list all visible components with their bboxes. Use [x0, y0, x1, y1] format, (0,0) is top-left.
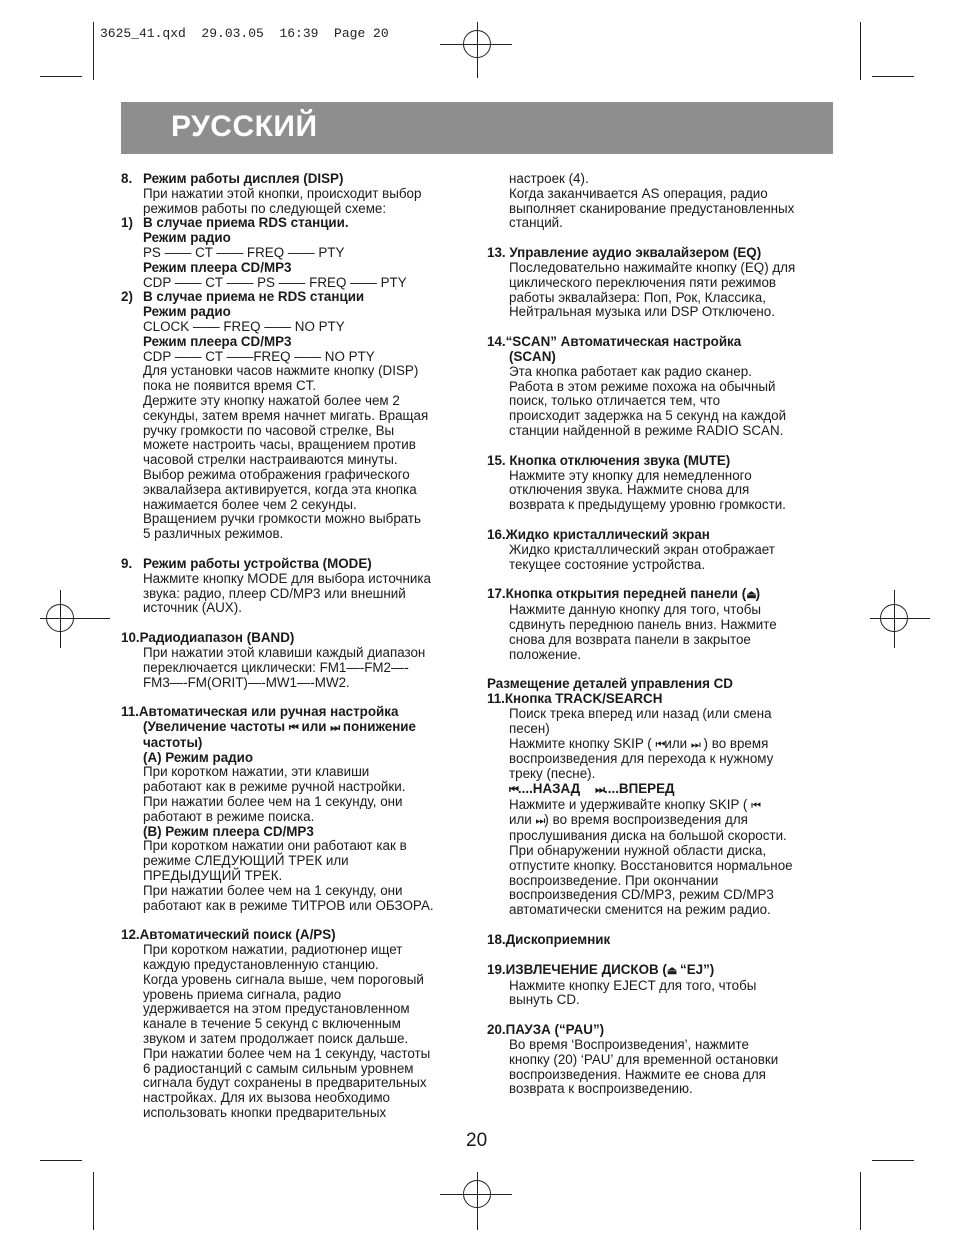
crop-mark — [93, 1172, 94, 1230]
text-line: настройках. Для их вызова необходимо — [143, 1090, 390, 1106]
sub-title: (А) Режим радио — [143, 749, 254, 765]
crop-mark — [860, 22, 861, 80]
text-line: нажимается более чем 2 секунды. — [143, 496, 357, 512]
text-line: станции найденной в режиме RADIO SCAN. — [509, 422, 784, 438]
bullet-mark — [121, 468, 143, 542]
registration-mark — [440, 1194, 512, 1195]
text-line: циклического переключения пяти режимов — [509, 274, 777, 290]
text-line: При нажатии этой кнопки, происходит выбор — [143, 185, 422, 201]
section-title: 11.Автоматическая или ручная настройка — [121, 704, 399, 720]
text-line: удерживается на этом предустановленном — [143, 1001, 410, 1017]
sub-title: В случае приема RDS станции. — [143, 215, 349, 231]
text-line: использовать кнопки предварительных — [143, 1105, 387, 1121]
text-line: Нажмите и удерживайте кнопку SKIP ( ⏮ — [509, 796, 761, 812]
text-line: переключается циклически: FM1—-FM2—- — [143, 659, 409, 675]
section-title: 20.ПАУЗА (“PAU”) — [487, 1022, 605, 1038]
text-line: секунды, затем время начнет мигать. Вращая — [143, 407, 429, 423]
sub-title: Режим плеера CD/MP3 — [143, 259, 292, 275]
text-line: автоматически сменится на режим радио. — [509, 902, 771, 918]
text-line: можете настроить часы, вращением против — [143, 437, 416, 453]
crop-mark — [93, 22, 94, 80]
sub-title: (В) Режим плеера CD/MP3 — [143, 823, 314, 839]
text-line: каждую предустановленную станцию. — [143, 957, 379, 973]
crop-mark — [872, 76, 914, 77]
section-title: 17.Кнопка открытия передней панели (⏏) — [487, 586, 761, 602]
registration-mark — [870, 618, 930, 619]
text-line: треку (песне). — [509, 766, 596, 782]
text-line: отключения звука. Нажмите снова для — [509, 482, 750, 498]
skip-forward-icon: ⏭ — [595, 783, 605, 796]
registration-mark — [40, 618, 110, 619]
text-line: работают как в режиме ТИТРОВ или ОБЗОРА. — [143, 897, 434, 913]
previous-icon: ⏮ — [288, 722, 298, 735]
banner-title: РУССКИЙ — [171, 110, 318, 143]
skip-back-icon: ⏮ — [751, 799, 761, 812]
text-line: CDP —— CT —— PS —— FREQ —— PTY — [143, 274, 407, 290]
bullet-item — [121, 364, 467, 468]
eject-icon: ⏏ — [746, 589, 756, 602]
section-title: 11.Кнопка TRACK/SEARCH — [487, 691, 663, 707]
text-line: эквалайзера активируется, когда эта кнопка — [143, 481, 417, 497]
section-title: (Увеличение частоты ⏮ или ⏭ понижение — [143, 719, 416, 735]
registration-mark — [477, 22, 478, 78]
text-line: вынуть CD. — [509, 992, 580, 1008]
text-line: Выбор режима отображения графического — [143, 466, 410, 482]
text-line: CDP —— CT ——FREQ —— NO PTY — [143, 348, 375, 364]
section-title: частоты) — [143, 734, 203, 750]
text-line: Когда уровень сигнала выше, чем пороговый — [143, 971, 424, 987]
text-line: режимов работы по следующей схеме: — [143, 200, 387, 216]
sub-title: В случае приема не RDS станции — [143, 289, 365, 305]
text-line: Вращением ручки громкости можно выбрать — [143, 511, 422, 527]
text-line: сдвинуть переднюю панель вниз. Нажмите — [509, 616, 777, 632]
text-line: Нажмите кнопку EJECT для того, чтобы — [509, 977, 757, 993]
text-line: При коротком нажатии, радиотюнер ищет — [143, 942, 403, 958]
print-header: 3625_41.qxd 29.03.05 16:39 Page 20 — [100, 26, 389, 41]
sub-title: Режим радио — [143, 304, 231, 320]
text-line: воспроизведения CD/MP3, режим CD/MP3 — [509, 887, 774, 903]
section-title: 14.“SCAN” Автоматическая настройка — [487, 334, 742, 350]
language-banner — [121, 102, 833, 154]
sub-title: Режим радио — [143, 230, 231, 246]
section-title: 10.Радиодиапазон (BAND) — [121, 630, 295, 646]
text-line: песен) — [509, 720, 550, 736]
bullet-item — [121, 468, 467, 542]
item-number: 8. — [121, 171, 133, 186]
crop-mark — [860, 1172, 861, 1230]
text-line: Во время ‘Воспроизведения’, нажмите — [509, 1037, 749, 1053]
text-line: CLOCK —— FREQ —— NO PTY — [143, 318, 345, 334]
direction-legend: ⏮....НАЗАД ⏭....ВПЕРЕД — [509, 780, 675, 796]
text-line: станций. — [509, 215, 563, 231]
text-line: Для установки часов нажмите кнопку (DISP) — [143, 363, 419, 379]
text-line: Жидко кристаллический экран отображает — [509, 541, 775, 557]
text-line: работают как в режиме ручной настройки. — [143, 779, 406, 795]
text-line: источник (AUX). — [143, 600, 242, 616]
text-line: Держите эту кнопку нажатой более чем 2 — [143, 392, 400, 408]
section-heading: Размещение деталей управления CD — [487, 676, 733, 692]
section-title: 15. Кнопка отключения звука (MUTE) — [487, 452, 731, 468]
section-title: 18.Дископриемник — [487, 932, 611, 948]
skip-back-icon: ⏮ — [655, 738, 665, 751]
text-line: При нажатии более чем на 1 секунду, они — [143, 882, 403, 898]
text-line: положение. — [509, 646, 582, 662]
text-line: воспроизведение. При окончании — [509, 872, 719, 888]
text-line: канале в течение 5 секунд с включенным — [143, 1016, 401, 1032]
text-line: Нажмите эту кнопку для немедленного — [509, 467, 752, 483]
eject-icon: ⏏ — [666, 964, 677, 977]
registration-mark — [440, 44, 512, 45]
bullet-mark — [121, 364, 143, 468]
page-number: 20 — [466, 1130, 488, 1151]
section-title: 12.Автоматический поиск (A/PS) — [121, 927, 336, 943]
text-line: При нажатии этой клавиши каждый диапазон — [143, 644, 426, 660]
text-line: Нажмите кнопку SKIP ( ⏮или ⏭ ) во время — [509, 735, 769, 751]
text-line: При нажатии более чем на 1 секунду, они — [143, 794, 403, 810]
text-line: FM3—-FM(ORIT)—-MW1—-MW2. — [143, 674, 350, 690]
sub-title: Режим плеера CD/MP3 — [143, 333, 292, 349]
text-line: Работа в этом режиме похожа на обычный — [509, 378, 776, 394]
text-line: кнопку (20) ‘PAU’ для временной остановки — [509, 1051, 779, 1067]
text-line: настроек (4). — [509, 171, 589, 186]
registration-mark — [477, 1172, 478, 1230]
section-title: Режим работы устройства (MODE) — [143, 555, 372, 571]
text-line: ПРЕДЫДУЩИЙ ТРЕК. — [143, 868, 283, 884]
text-line: выполняет сканирование предустановленных — [509, 200, 795, 216]
text-line: Последовательно нажимайте кнопку (EQ) для — [509, 259, 796, 275]
skip-back-icon: ⏮ — [509, 783, 518, 796]
text-line: воспроизведения. Нажмите ее снова для — [509, 1066, 766, 1082]
text-line: возврата к воспроизведению. — [509, 1081, 693, 1097]
registration-mark — [60, 590, 61, 648]
right-column — [487, 172, 833, 1097]
text-line: воспроизведения для перехода к нужному — [509, 751, 774, 767]
text-line: 5 различных режимов. — [143, 526, 284, 542]
text-line: поиск, только отличается тем, что — [509, 393, 721, 409]
section-title: Режим работы дисплея (DISP) — [143, 171, 344, 186]
text-line: текущее состояние устройства. — [509, 556, 706, 572]
crop-mark — [872, 1160, 914, 1161]
text-line: Эта кнопка работает как радио сканер. — [509, 363, 752, 379]
text-line: уровень приема сигнала, радио — [143, 986, 342, 1002]
item-number: 9. — [121, 555, 133, 571]
text-line: режиме СЛЕДУЮЩИЙ ТРЕК или — [143, 853, 349, 869]
text-line: Нейтральная музыка или DSP Отключено. — [509, 304, 775, 320]
text-line: сигнала будут сохранены в предварительных — [143, 1075, 427, 1091]
text-line: При нажатии более чем на 1 секунду, частоты — [143, 1045, 431, 1061]
crop-mark — [40, 76, 82, 77]
text-line: При коротком нажатии они работают как в — [143, 838, 407, 854]
text-line: Нажмите кнопку MODE для выбора источника — [143, 570, 432, 586]
text-line: пока не появится время CT. — [143, 378, 317, 394]
section-title: 16.Жидко кристаллический экран — [487, 526, 710, 542]
text-line: звуком и затем продолжает поиск дальше. — [143, 1031, 409, 1047]
section-title: 19.ИЗВЛЕЧЕНИЕ ДИСКОВ (⏏ “EJ”) — [487, 961, 715, 977]
text-line: Нажмите данную кнопку для того, чтобы — [509, 602, 762, 618]
item-number: 2) — [121, 289, 133, 305]
text-line: возврата к предыдущему уровню громкости. — [509, 497, 786, 513]
left-column — [121, 172, 467, 1121]
text-line: звука: радио, плеер CD/MP3 или внешний — [143, 585, 406, 601]
text-line: происходит задержка на 5 секунд на каждой — [509, 408, 787, 424]
skip-forward-icon: ⏭ — [690, 738, 700, 751]
text-line: Когда заканчивается AS операция, радио — [509, 185, 768, 201]
registration-mark — [894, 590, 895, 648]
skip-forward-icon: ⏭ — [535, 815, 545, 828]
text-line: При обнаружении нужной области диска, — [509, 843, 767, 859]
text-line: 6 радиостанций с самым сильным уровнем — [143, 1060, 414, 1076]
text-line: Поиск трека вперед или назад (или смена — [509, 705, 772, 721]
crop-mark — [40, 1160, 82, 1161]
text-line: прослушивания диска на большой скорости. — [509, 828, 787, 844]
text-line: часовой стрелки настраиваются минуты. — [143, 452, 398, 468]
section-title: 13. Управление аудио эквалайзером (EQ) — [487, 245, 762, 261]
section-title: (SCAN) — [509, 348, 556, 364]
text-line: работают в режиме поиска. — [143, 808, 315, 824]
text-line: снова для возврата панели в закрытое — [509, 631, 751, 647]
next-icon: ⏭ — [330, 722, 340, 735]
text-line: отпустите кнопку. Восстановится нормальное — [509, 857, 793, 873]
text-line: работы эквалайзера: Поп, Рок, Классика, — [509, 289, 766, 305]
text-line: При коротком нажатии, эти клавиши — [143, 764, 370, 780]
text-line: PS —— CT —— FREQ —— PTY — [143, 244, 345, 260]
item-number: 1) — [121, 215, 133, 231]
text-line: ручку громкости по часовой стрелке, Вы — [143, 422, 395, 438]
text-line: или ⏭) во время воспроизведения для — [509, 812, 748, 828]
